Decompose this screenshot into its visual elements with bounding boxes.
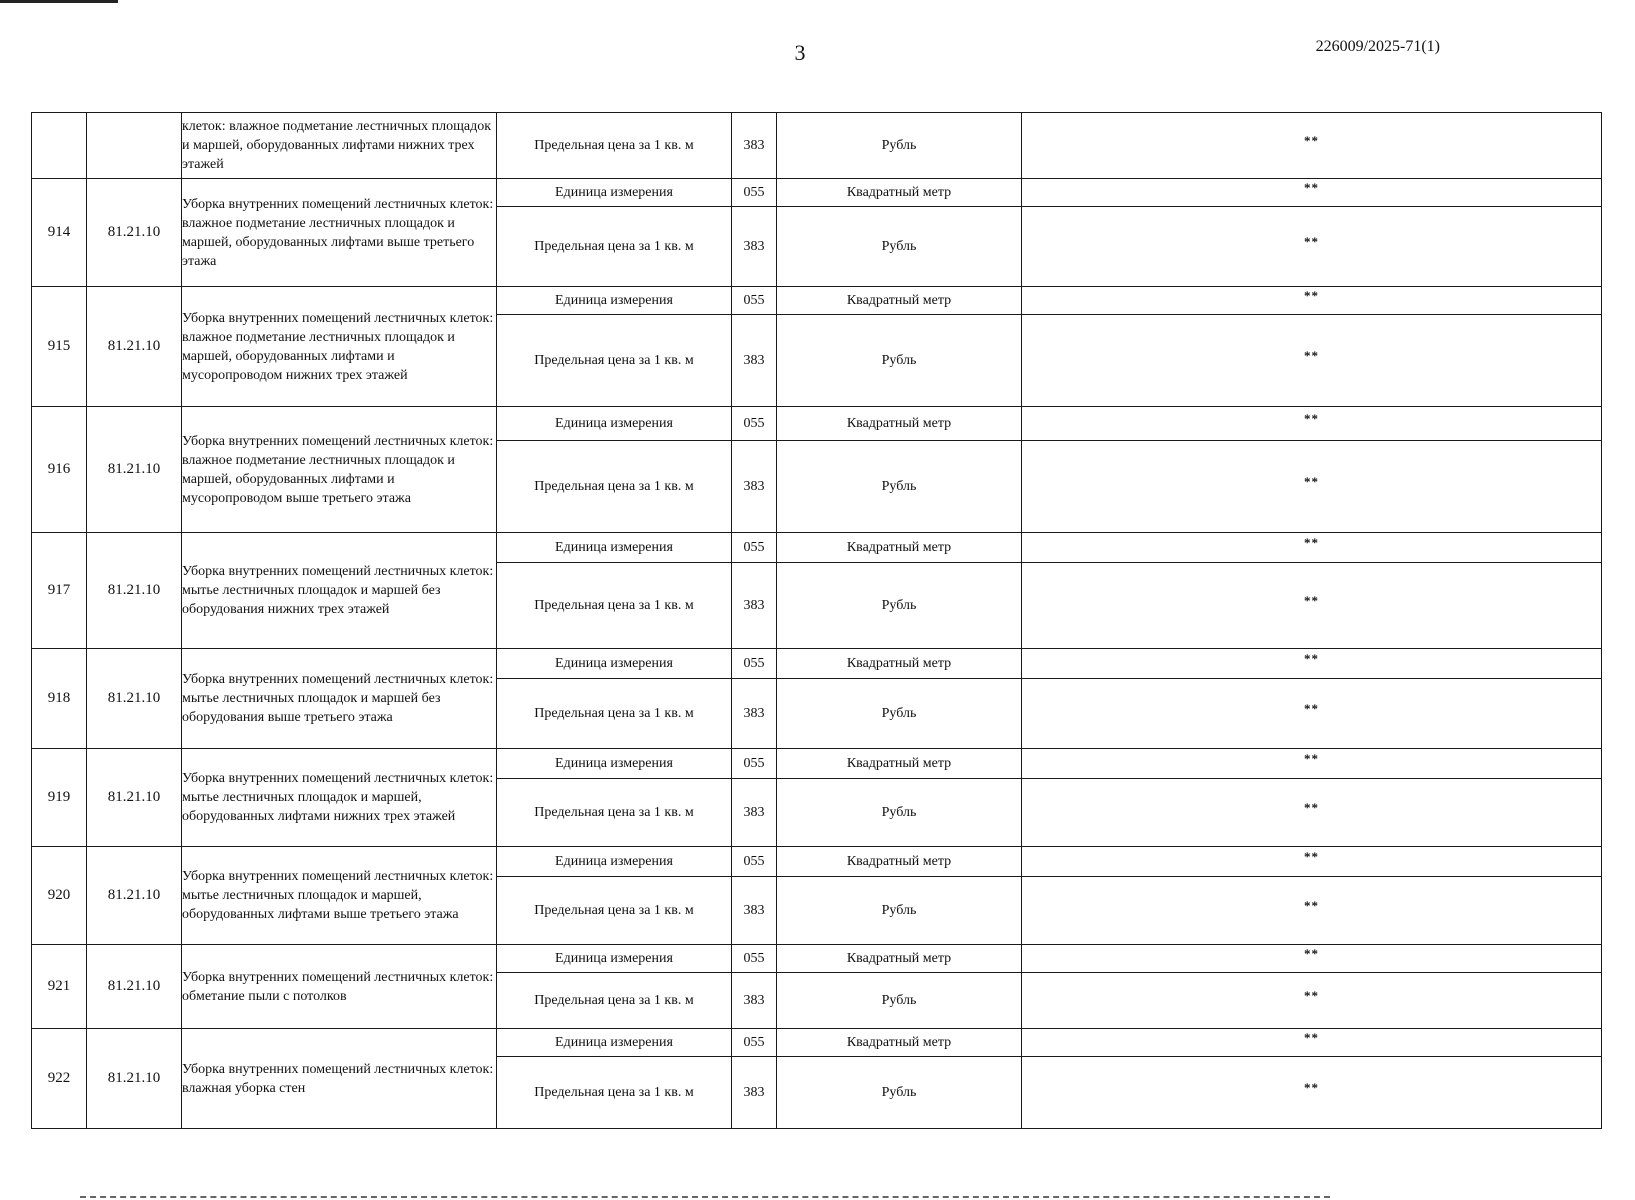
attribute-name: Предельная цена за 1 кв. м [497,207,732,287]
unit-name: Квадратный метр [777,179,1022,207]
value-cell [1022,877,1602,945]
okei-code: 055 [732,407,777,441]
unit-name: Квадратный метр [777,649,1022,679]
value-cell [1022,973,1602,1029]
okei-code: 383 [732,679,777,749]
attribute-name: Предельная цена за 1 кв. м [497,877,732,945]
document-id: 226009/2025-71(1) [1315,38,1440,55]
okei-code: 383 [732,441,777,533]
row-number: 914 [32,179,87,287]
unit-name: Квадратный метр [777,749,1022,779]
value-cell [1022,113,1602,179]
item-description: Уборка внутренних помещений лестничных клеток: влажное подметание лестничных площадок и маршей, оборудованных лифтами и мусоропроводом нижних трех этажей [182,287,497,407]
okei-code: 055 [732,847,777,877]
unit-name: Квадратный метр [777,1029,1022,1057]
table-row [32,945,1602,973]
okpd-code: 81.21.10 [87,847,182,945]
item-description: клеток: влажное подметание лестничных площадок и маршей, оборудованных лифтами нижних трех этажей [182,113,497,179]
item-description: Уборка внутренних помещений лестничных клеток: обметание пыли с потолков [182,945,497,1029]
table-row [32,179,1602,207]
attribute-name: Единица измерения [497,1029,732,1057]
attribute-name: Единица измерения [497,847,732,877]
value-mark: ** [1304,287,1319,303]
attribute-name: Предельная цена за 1 кв. м [497,679,732,749]
attribute-name: Предельная цена за 1 кв. м [497,973,732,1029]
value-cell [1022,315,1602,407]
okpd-code: 81.21.10 [87,407,182,533]
row-number: 918 [32,649,87,749]
row-number: 919 [32,749,87,847]
unit-name: Рубль [777,113,1022,179]
okpd-code: 81.21.10 [87,1029,182,1129]
attribute-name: Единица измерения [497,945,732,973]
unit-name: Рубль [777,679,1022,749]
attribute-name: Единица измерения [497,287,732,315]
value-cell [1022,407,1602,441]
item-description: Уборка внутренних помещений лестничных клеток: мытье лестничных площадок и маршей, оборудованных лифтами нижних трех этажей [182,749,497,847]
unit-name: Квадратный метр [777,407,1022,441]
value-mark: ** [1304,132,1319,148]
value-mark: ** [1304,799,1319,815]
okei-code: 383 [732,877,777,945]
scan-artifact-line [80,1196,1330,1200]
attribute-name: Единица измерения [497,749,732,779]
table-row [32,407,1602,441]
table-row [32,847,1602,877]
value-cell [1022,649,1602,679]
value-cell [1022,533,1602,563]
okei-code: 055 [732,179,777,207]
unit-name: Квадратный метр [777,287,1022,315]
attribute-name: Предельная цена за 1 кв. м [497,113,732,179]
value-cell [1022,287,1602,315]
unit-name: Квадратный метр [777,847,1022,877]
value-mark: ** [1304,347,1319,363]
value-mark: ** [1304,1029,1319,1045]
value-mark: ** [1304,848,1319,864]
okei-code: 055 [732,649,777,679]
value-mark: ** [1304,534,1319,550]
value-cell [1022,207,1602,287]
okei-code: 383 [732,563,777,649]
value-mark: ** [1304,410,1319,426]
okpd-code: 81.21.10 [87,749,182,847]
value-cell [1022,847,1602,877]
value-cell [1022,1029,1602,1057]
row-number: 917 [32,533,87,649]
okpd-code: 81.21.10 [87,179,182,287]
okpd-code: 81.21.10 [87,287,182,407]
value-mark: ** [1304,897,1319,913]
okei-code: 383 [732,113,777,179]
value-cell [1022,779,1602,847]
item-description: Уборка внутренних помещений лестничных клеток: влажная уборка стен [182,1029,497,1129]
value-cell [1022,563,1602,649]
table-row [32,287,1602,315]
unit-name: Рубль [777,315,1022,407]
okpd-code: 81.21.10 [87,533,182,649]
value-cell [1022,749,1602,779]
value-mark: ** [1304,750,1319,766]
value-mark: ** [1304,987,1319,1003]
row-number: 921 [32,945,87,1029]
okei-code: 383 [732,779,777,847]
row-number: 922 [32,1029,87,1129]
attribute-name: Предельная цена за 1 кв. м [497,441,732,533]
value-cell [1022,179,1602,207]
value-mark: ** [1304,473,1319,489]
value-mark: ** [1304,1079,1319,1095]
value-mark: ** [1304,700,1319,716]
item-description: Уборка внутренних помещений лестничных клеток: мытье лестничных площадок и маршей, оборудованных лифтами выше третьего этажа [182,847,497,945]
price-table [31,112,1602,1129]
attribute-name: Предельная цена за 1 кв. м [497,779,732,847]
value-mark: ** [1304,592,1319,608]
attribute-name: Предельная цена за 1 кв. м [497,315,732,407]
item-description: Уборка внутренних помещений лестничных клеток: мытье лестничных площадок и маршей без оборудования выше третьего этажа [182,649,497,749]
scan-artifact-mark [0,0,118,3]
table-row [32,113,1602,179]
row-number: 916 [32,407,87,533]
table-row [32,533,1602,563]
okei-code: 055 [732,749,777,779]
table-row [32,649,1602,679]
value-cell [1022,1057,1602,1129]
okei-code: 055 [732,945,777,973]
attribute-name: Предельная цена за 1 кв. м [497,563,732,649]
okpd-code [87,113,182,179]
attribute-name: Единица измерения [497,179,732,207]
value-cell [1022,679,1602,749]
page-number: 3 [794,40,806,65]
item-description: Уборка внутренних помещений лестничных клеток: мытье лестничных площадок и маршей без оборудования нижних трех этажей [182,533,497,649]
okei-code: 383 [732,207,777,287]
attribute-name: Единица измерения [497,649,732,679]
value-mark: ** [1304,650,1319,666]
value-mark: ** [1304,233,1319,249]
table-row [32,749,1602,779]
unit-name: Квадратный метр [777,945,1022,973]
unit-name: Рубль [777,779,1022,847]
value-mark: ** [1304,945,1319,961]
row-number [32,113,87,179]
row-number: 920 [32,847,87,945]
okei-code: 383 [732,315,777,407]
okei-code: 055 [732,533,777,563]
unit-name: Рубль [777,563,1022,649]
okei-code: 055 [732,1029,777,1057]
table-row [32,1029,1602,1057]
item-description: Уборка внутренних помещений лестничных клеток: влажное подметание лестничных площадок и маршей, оборудованных лифтами и мусоропроводом выше третьего этажа [182,407,497,533]
unit-name: Рубль [777,1057,1022,1129]
row-number: 915 [32,287,87,407]
unit-name: Рубль [777,877,1022,945]
value-cell [1022,945,1602,973]
table-body [32,113,1602,1129]
attribute-name: Предельная цена за 1 кв. м [497,1057,732,1129]
attribute-name: Единица измерения [497,407,732,441]
item-description: Уборка внутренних помещений лестничных клеток: влажное подметание лестничных площадок и маршей, оборудованных лифтами выше третьего этажа [182,179,497,287]
okei-code: 383 [732,1057,777,1129]
okpd-code: 81.21.10 [87,649,182,749]
okei-code: 383 [732,973,777,1029]
value-cell [1022,441,1602,533]
okei-code: 055 [732,287,777,315]
attribute-name: Единица измерения [497,533,732,563]
value-mark: ** [1304,179,1319,195]
okpd-code: 81.21.10 [87,945,182,1029]
unit-name: Рубль [777,207,1022,287]
unit-name: Рубль [777,973,1022,1029]
unit-name: Квадратный метр [777,533,1022,563]
unit-name: Рубль [777,441,1022,533]
